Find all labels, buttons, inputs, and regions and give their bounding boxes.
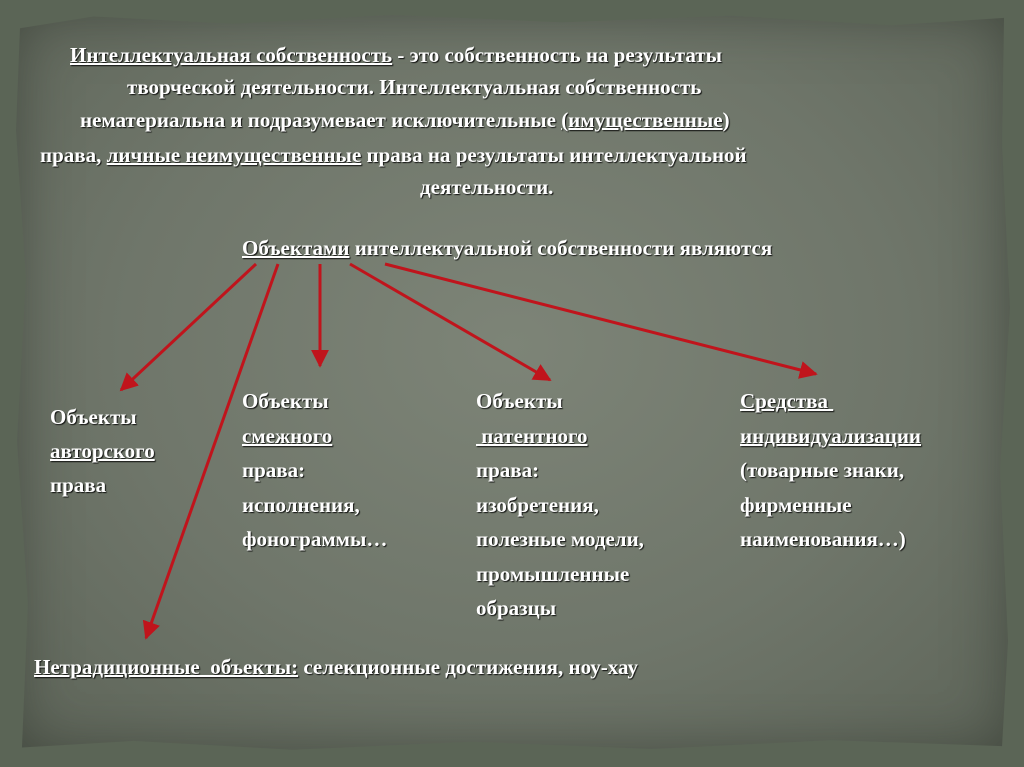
box-author-rights: Объекты авторского права: [50, 405, 155, 497]
definition-line-5: деятельности.: [420, 175, 554, 199]
nontraditional-objects: Нетрадиционные объекты: селекционные достижения, ноу-хау: [34, 655, 638, 679]
term-property-rights: (имущественные: [561, 108, 723, 132]
term-intellectual-property: Интеллектуальная собственность: [70, 43, 393, 67]
term-personal-rights: личные неимущественные: [106, 143, 362, 167]
term-objects: Объектами: [242, 236, 350, 260]
definition-line-3: нематериальна и подразумевает исключительные (имущественные): [80, 108, 730, 132]
term-nontraditional: Нетрадиционные объекты:: [34, 655, 299, 679]
box-related-rights: Объекты смежного права: исполнения, фонограммы…: [242, 389, 388, 551]
arrow-author: [121, 264, 256, 390]
definition-line-4: права, личные неимущественные права на результаты интеллектуальной: [40, 143, 747, 167]
box-patent-rights: Объекты патентного права: изобретения, полезные модели, промышленные образцы: [476, 389, 644, 620]
arrow-means: [385, 264, 816, 374]
definition-line-2: творческой деятельности. Интеллектуальная собственность: [127, 75, 702, 99]
definition-line-1: Интеллектуальная собственность - это собственность на результаты: [70, 43, 722, 67]
box-means-of-individualization: Средства индивидуализации (товарные знаки, фирменные наименования…): [740, 389, 922, 551]
objects-header: Объектами интеллектуальной собственности являются: [242, 236, 773, 260]
